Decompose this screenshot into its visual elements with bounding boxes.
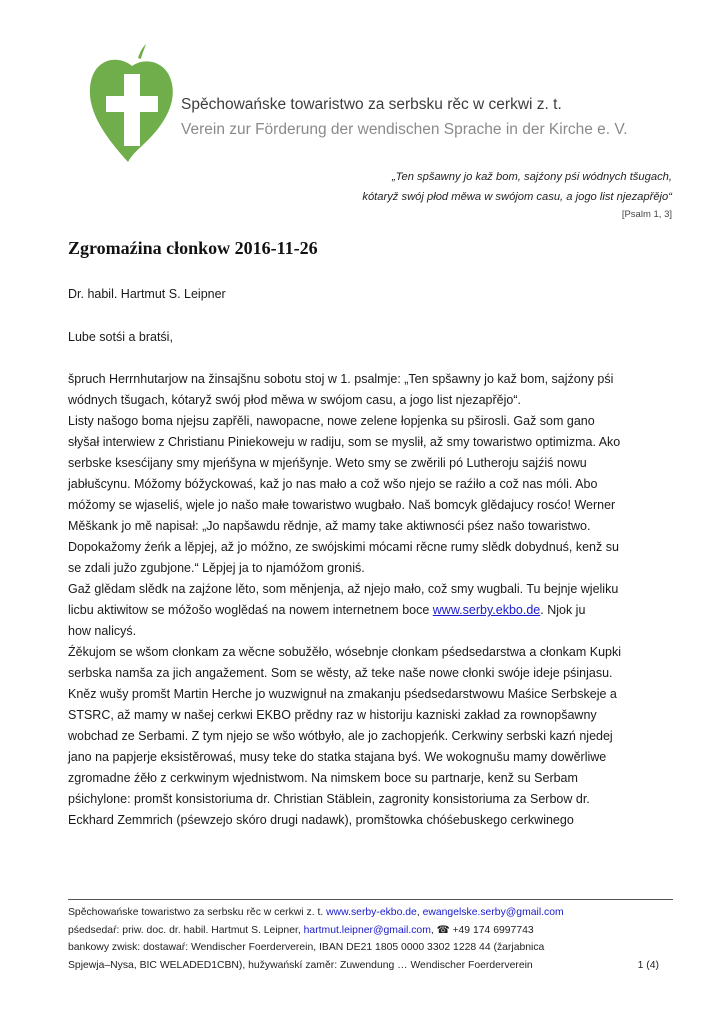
leaf-cross-logo-icon (88, 44, 176, 164)
epigraph-line: „Ten spšawny jo kaž bom, sajźony pśi wódnych tšugach, (391, 171, 672, 183)
body-line: Listy našogo boma njejsu zapřěli, nawopacne, nowe zelene łopjenka su pširosli. Gaž som gano (68, 414, 595, 428)
body-line: wódnych tšugach, kótaryž swój płod měwa w swójom casu, a jogo list njezapřějo“. (68, 393, 521, 407)
epigraph-line: kótaryž swój płod měwa w swójom casu, a jogo list njezapřějo“ (362, 191, 672, 203)
org-name-sorbian: Spěchowańske towaristwo za serbsku rěc w cerkwi z. t. (181, 96, 562, 113)
footer-line: pśedsedaŕ: priw. doc. dr. habil. Hartmut S. Leipner, hartmut.leipner@gmail.com, ☎ +49 174 6997743 (68, 924, 534, 936)
body-line: wobchad ze Serbami. Z tym njejo se wšo wótbyło, ale jo zachopjeńk. Cerkwiny serbski kazń njedej (68, 729, 613, 743)
website-link[interactable]: www.serby.ekbo.de (432, 603, 541, 617)
body-line: Dopokažomy źeńk a lěpjej, až jo móžno, ze swójskimi mócami rěcne rumy slědk dobydnuś, kenž su (68, 540, 619, 554)
org-name-german: Verein zur Förderung der wendischen Sprache in der Kirche e. V. (181, 121, 628, 138)
footer-line: bankowy zwisk: dostawaŕ: Wendischer Foerderverein, IBAN DE21 1805 0000 3302 1228 44 (žarjabnica (68, 942, 545, 953)
body-line: STSRC, až mamy w našej cerkwi EKBO prědny raz w historiju kazniski zakład za rownopšawny (68, 708, 597, 722)
body-line: Źěkujom se wšom cłonkam za wěcne sobužěło, wósebnje cłonkam pśedsedarstwa a cłonkam Kupki (68, 645, 622, 659)
document-title: Zgromaźina cłonkow 2016-11-26 (68, 238, 318, 258)
salutation: Lube sotśi a bratśi, (68, 330, 173, 344)
body-line: Gaž glědam slědk na zajźone lěto, som měnjenja, až njejo mało, což smy wugbali. Tu bejnje wjeliku (68, 582, 619, 596)
email-link[interactable]: ewangelske.serby@gmail.com (422, 907, 564, 918)
body-line: Eckhard Zemmrich (pśewzejo skóro drugi nadawk), promštowka chóśebuskego cerkwinego (68, 813, 574, 827)
footer-line: Spjewja–Nysa, BIC WELADED1CBN), hužywańskí zaměr: Zuwendung … Wendischer Foerderverein 1 (4) (68, 957, 673, 975)
body-text (68, 369, 673, 831)
body-line: jabłušcynu. Móžomy bóžyckowaś, kaž jo nas mało a což wšo njejo se raźiło a což nas móli. Abo (68, 477, 598, 491)
body-line: serbska namša za jich angažement. Som se wěsty, až teke naše nowe cłonki swóje ideje pśinjasu. (68, 666, 613, 680)
body-line: jano na papjerje eksistěrowaś, musy teke do statka stajana byś. We wokognušu mamy dowěrliwe (68, 750, 607, 764)
body-line: Kněz wušy promšt Martin Herche jo wuzwignuł na zmakanju pśedsedarstwowu Maśice Serbskeje a (68, 687, 617, 701)
website-link[interactable]: www.serby-ekbo.de (326, 907, 417, 918)
footer (68, 904, 673, 974)
footer-line: Spěchowańske towaristwo za serbsku rěc w cerkwi z. t. www.serby-ekbo.de, ewangelske.serby@gmail.com (68, 907, 564, 918)
body-line: móžomy se wjaseliś, wjele jo našo małe towaristwo wugbało. Naš bomcyk glědajucy rosćo! Werner (68, 498, 616, 512)
body-line: se zdali južo zgubjone.“ Lěpjej ja to njamóžom groniś. (68, 561, 365, 575)
body-line: słyšał interwiew z Christianu Piniekoweju w radiju, som se myslił, až smy towaristwo optimizma. Ako (68, 435, 621, 449)
footer-divider (68, 899, 673, 900)
body-line: špruch Herrnhutarjow na žinsajšnu sobotu stoj w 1. psalmje: „Ten spšawny jo kaž bom, sajźony pśi (68, 372, 614, 386)
epigraph-quote (362, 167, 672, 223)
body-line: zgromadne źěło z cerkwinym wjednistwom. Na nimskem boce su partnarje, kenž su Serbam (68, 771, 578, 785)
letterhead (88, 44, 688, 174)
author-name: Dr. habil. Hartmut S. Leipner (68, 287, 226, 301)
page-number: 1 (4) (637, 959, 659, 971)
body-line: how nalicyś. (68, 624, 137, 638)
body-line: Měškank jo mě napisał: „Jo napšawdu rědnje, až mamy take aktiwnosći pśez našo towaristwo. (68, 519, 591, 533)
body-line: licbu aktiwitow se móžošo woglědaś na nowem internetnem boce www.serby.ekbo.de. Njok ju (68, 603, 586, 617)
epigraph-reference: [Psalm 1, 3] (621, 209, 672, 220)
body-line: pśichylone: promšt konsistoriuma dr. Christian Stäblein, zagronity konsistoriuma za Serbow dr. (68, 792, 590, 806)
body-line: serbske ksesćijany smy mjeńšyna w mjeńšynje. Weto smy se zwěrili pó Lutheroju sajźiś nowu (68, 456, 587, 470)
chair-email-link[interactable]: hartmut.leipner@gmail.com (303, 924, 431, 936)
